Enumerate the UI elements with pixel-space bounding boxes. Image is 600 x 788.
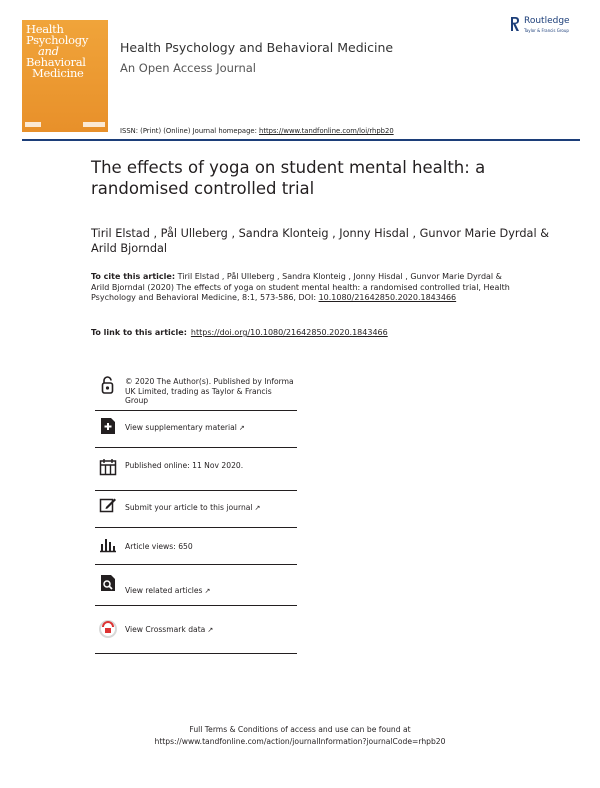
external-link-icon: ↗ — [207, 626, 214, 634]
published-date: Published online: 11 Nov 2020. — [125, 461, 244, 470]
crossmark-label: View Crossmark data — [125, 625, 206, 634]
citation-label: To cite this article: — [91, 272, 176, 281]
external-link-icon: ↗ — [204, 587, 211, 595]
related-articles-link[interactable] — [125, 586, 297, 597]
supplementary-row[interactable] — [95, 411, 297, 448]
header-divider — [22, 139, 580, 141]
license-text: © 2020 The Author(s). Published by Informa UK Limited, trading as Taylor & Francis Group — [125, 377, 294, 405]
cover-title — [26, 24, 104, 79]
publisher-name: Routledge — [524, 16, 570, 26]
article-title: The effects of yoga on student mental health: a randomised controlled trial — [91, 158, 486, 198]
cover-title-line: Behavioral — [26, 55, 86, 69]
issn-line — [120, 127, 394, 135]
footer-terms: Full Terms & Conditions of access and use can be found at — [189, 725, 411, 734]
submit-article-link[interactable] — [125, 503, 297, 514]
cover-title-line: and — [38, 44, 59, 58]
bar-chart-icon — [99, 535, 117, 553]
footer-terms-url[interactable]: https://www.tandfonline.com/action/journalInformation?journalCode=rhpb20 — [154, 737, 446, 746]
journal-homepage-link[interactable]: https://www.tandfonline.com/loi/rhpb20 — [259, 127, 394, 135]
cover-title-line: Health — [26, 22, 64, 36]
external-link-icon: ↗ — [238, 424, 245, 432]
related-row[interactable] — [95, 565, 297, 606]
views-row — [95, 528, 297, 565]
cover-title-line: Psychology — [26, 33, 89, 47]
related-label: View related articles — [125, 586, 203, 595]
supplementary-plus-icon — [99, 417, 117, 435]
publisher-tagline: Taylor & Francis Group — [524, 28, 569, 33]
submit-row[interactable] — [95, 491, 297, 528]
crossmark-link[interactable] — [125, 625, 297, 636]
open-access-lock-icon — [99, 376, 117, 394]
license-row[interactable] — [95, 372, 297, 411]
citation-doi-link[interactable]: 10.1080/21642850.2020.1843466 — [318, 293, 457, 302]
article-doi-url[interactable]: https://doi.org/10.1080/21642850.2020.1843466 — [190, 328, 388, 337]
edit-pencil-icon — [99, 496, 117, 514]
routledge-logo-icon — [510, 16, 520, 32]
article-link-label: To link to this article: — [91, 328, 187, 337]
supplementary-link[interactable] — [125, 423, 297, 434]
article-authors: Tiril Elstad , Pål Ulleberg , Sandra Klonteig , Jonny Hisdal , Gunvor Marie Dyrdal & Arild Bjorndal — [91, 227, 550, 255]
issn-label: ISSN: (Print) (Online) Journal homepage: — [120, 127, 260, 135]
crossmark-icon — [99, 620, 117, 638]
submit-label: Submit your article to this journal — [125, 503, 253, 512]
citation-text: Tiril Elstad , Pål Ulleberg , Sandra Klonteig , Jonny Hisdal , Gunvor Marie Dyrdal & Arild Bjorndal (2020) The effects of yoga on student mental health: a randomised controlled trial, Health Psychology and Behavioral Medicine, 8:1, 573-586, DOI: — [91, 272, 510, 302]
supplementary-label: View supplementary material — [125, 423, 237, 432]
publisher-logo[interactable] — [510, 14, 590, 40]
journal-subtitle: An Open Access Journal — [120, 61, 256, 75]
crossmark-row[interactable] — [95, 606, 297, 654]
cover-footer-logos — [25, 122, 105, 128]
external-link-icon: ↗ — [254, 504, 261, 512]
journal-cover-image — [22, 20, 108, 132]
calendar-icon — [99, 458, 117, 476]
journal-title[interactable]: Health Psychology and Behavioral Medicine — [120, 40, 394, 55]
citation-block — [91, 272, 511, 304]
cover-title-line: Medicine — [32, 66, 84, 80]
article-views: Article views: 650 — [125, 542, 193, 551]
related-articles-search-icon — [99, 574, 117, 592]
published-row — [95, 448, 297, 491]
article-link-row — [91, 328, 388, 337]
